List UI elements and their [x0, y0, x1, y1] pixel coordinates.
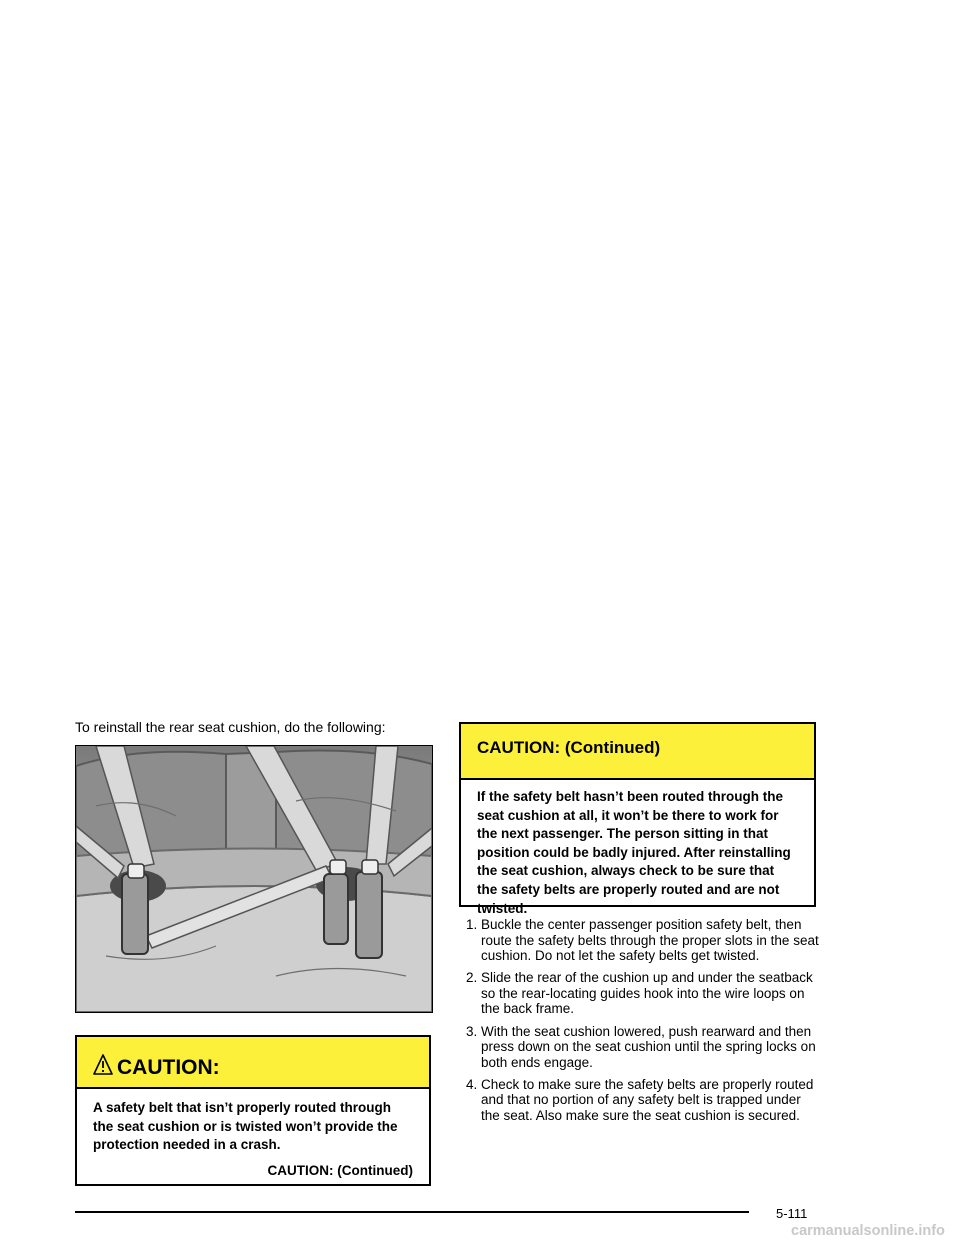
step-text: With the seat cushion lowered, push rearward and then press down on the seat cushion until the spring locks on both ends engage.	[481, 1023, 816, 1070]
caution-header	[77, 1037, 429, 1089]
list-item	[466, 1024, 822, 1071]
caution-continued-text: If the safety belt hasn’t been routed through the seat cushion at all, it won’t be there to work for the next passenger. The person sitting in that position could be badly injured. After reinstalling the seat cushion, always check to be sure that the safety belts are properly routed and are not twisted.	[477, 789, 791, 916]
seat-belts-illustration	[76, 746, 432, 1012]
reinstall-steps-list	[466, 917, 822, 1130]
step-number: 1.	[466, 917, 478, 932]
caution-continued-header	[461, 724, 814, 780]
step-number: 4.	[466, 1076, 478, 1092]
caution-continued-box	[459, 722, 816, 916]
page-number: 5-111	[776, 1206, 808, 1221]
caution-body	[77, 1089, 429, 1155]
step-text: Check to make sure the safety belts are properly routed and that no portion of any safety belt is trapped under the seat. Also make sure the seat cushion is secured.	[481, 1076, 814, 1124]
caution-continued-title: CAUTION: (Continued)	[477, 738, 661, 757]
warning-triangle-icon	[93, 1054, 113, 1076]
list-item	[466, 970, 822, 1017]
footer-rule	[75, 1211, 749, 1213]
step-text: Slide the rear of the cushion up and under the seatback so the rear-locating guides hook into the wire loops on the back frame.	[481, 970, 813, 1017]
list-item	[466, 917, 822, 964]
intro-text: To reinstall the rear seat cushion, do the following:	[75, 719, 386, 735]
step-number: 3.	[466, 1023, 478, 1039]
step-number: 2.	[466, 970, 478, 986]
step-text: Buckle the center passenger position safety belt, then route the safety belts through the proper slots in the seat cushion. Do not let the safety belts get twisted.	[481, 917, 819, 964]
list-item	[466, 1077, 822, 1124]
caution-continued-label: CAUTION: (Continued)	[267, 1162, 413, 1178]
caution-continued-body	[461, 780, 814, 918]
rear-seat-belt-routing-photo	[75, 745, 433, 1013]
caution-title: CAUTION:	[117, 1056, 220, 1079]
watermark: carmanualsonline.info	[791, 1223, 945, 1239]
caution-box	[75, 1035, 431, 1186]
caution-text: A safety belt that isn’t properly routed through the seat cushion or is twisted won’t provide the protection needed in a crash.	[93, 1100, 398, 1153]
